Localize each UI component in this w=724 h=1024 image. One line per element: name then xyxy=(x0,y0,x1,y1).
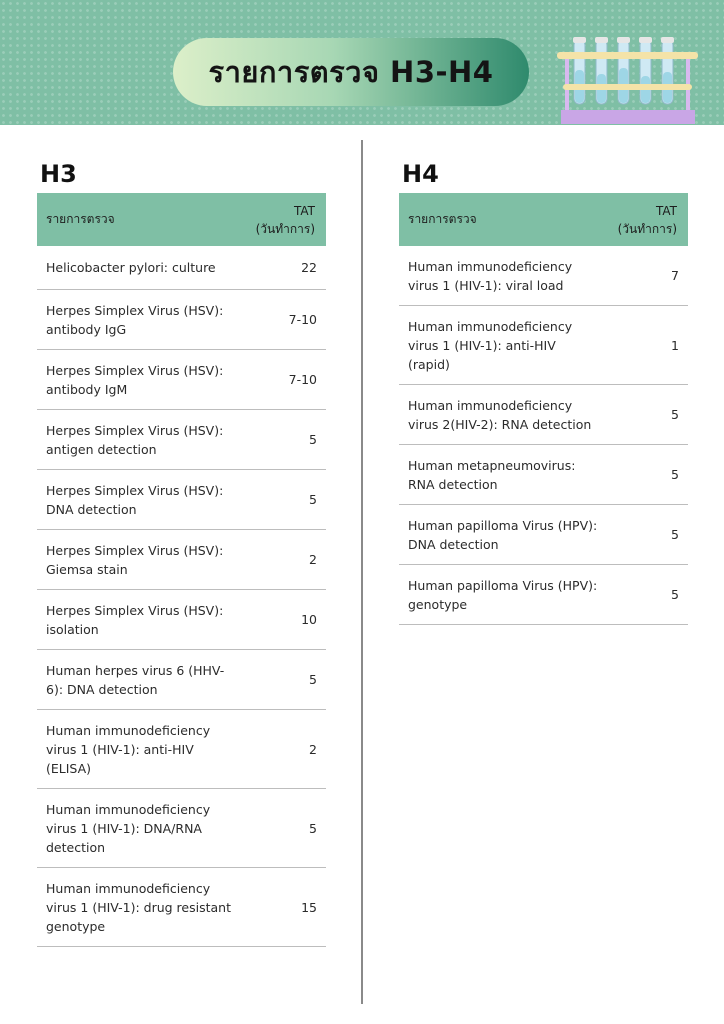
table-row xyxy=(399,445,688,505)
tat-value: 5 xyxy=(671,527,679,542)
table-row xyxy=(37,650,326,710)
test-name: Herpes Simplex Virus (HSV): Giemsa stain xyxy=(46,542,224,577)
tat-value: 5 xyxy=(309,492,317,507)
h4-header-tat-line2: (วันทำการ) xyxy=(617,221,677,236)
table-row xyxy=(399,306,688,385)
table-row xyxy=(37,710,326,789)
tat-value: 7-10 xyxy=(288,372,317,387)
test-name: Human papilloma Virus (HPV): genotype xyxy=(408,577,598,612)
tat-value: 22 xyxy=(301,260,317,275)
h4-section xyxy=(399,155,688,625)
table-row xyxy=(399,385,688,445)
test-tube-rack-icon xyxy=(555,34,700,126)
test-name: Human herpes virus 6 (HHV-6): DNA detection xyxy=(46,662,225,697)
tat-value: 2 xyxy=(309,552,317,567)
h4-header-tat-line1: TAT xyxy=(655,203,677,218)
table-row xyxy=(37,789,326,868)
test-name: Human immunodeficiency virus 1 (HIV-1): DNA/RNA detection xyxy=(46,801,211,855)
tat-value: 5 xyxy=(309,432,317,447)
header-banner xyxy=(0,0,724,125)
table-row xyxy=(37,590,326,650)
table-row xyxy=(37,246,326,290)
test-name: Human immunodeficiency virus 1 (HIV-1): drug resistant genotype xyxy=(46,880,231,934)
table-row xyxy=(399,505,688,565)
test-name: Herpes Simplex Virus (HSV): DNA detection xyxy=(46,482,224,517)
page-title: รายการตรวจ H3-H4 xyxy=(208,55,494,89)
tat-value: 1 xyxy=(671,337,679,353)
h4-header-test: รายการตรวจ xyxy=(408,212,477,226)
h3-header-tat-line1: TAT xyxy=(293,203,315,218)
table-row xyxy=(399,246,688,306)
test-name: Helicobacter pylori: culture xyxy=(46,260,216,275)
test-name: Human immunodeficiency virus 1 (HIV-1): anti-HIV (ELISA) xyxy=(46,722,211,776)
test-name: Human immunodeficiency virus 1 (HIV-1): anti-HIV (rapid) xyxy=(408,318,573,372)
tat-value: 5 xyxy=(309,672,317,687)
table-row xyxy=(37,350,326,410)
test-name: Human immunodeficiency virus 2(HIV-2): RNA detection xyxy=(408,397,592,432)
test-name: Human metapneumovirus: RNA detection xyxy=(408,457,576,492)
h4-title: H4 xyxy=(402,160,439,188)
tat-value: 7 xyxy=(671,268,679,283)
tat-value: 10 xyxy=(301,612,317,627)
table-row xyxy=(37,868,326,947)
test-name: Human immunodeficiency virus 1 (HIV-1): viral load xyxy=(408,258,573,293)
tat-value: 5 xyxy=(671,587,679,602)
tat-value: 5 xyxy=(671,467,679,482)
test-name: Herpes Simplex Virus (HSV): antigen detection xyxy=(46,422,224,457)
table-row xyxy=(37,410,326,470)
test-name: Herpes Simplex Virus (HSV): isolation xyxy=(46,602,224,637)
h3-table-header xyxy=(37,193,326,246)
tat-value: 5 xyxy=(671,407,679,422)
title-pill xyxy=(173,38,529,106)
test-name: Herpes Simplex Virus (HSV): antibody IgG xyxy=(46,302,224,337)
table-row xyxy=(37,290,326,350)
table-row xyxy=(37,470,326,530)
table-row xyxy=(37,530,326,590)
h4-header-tat xyxy=(618,202,677,238)
test-name: Human papilloma Virus (HPV): DNA detection xyxy=(408,517,598,552)
h3-title: H3 xyxy=(40,160,77,188)
table-row xyxy=(399,565,688,625)
tat-value: 2 xyxy=(309,741,317,757)
h3-header-tat-line2: (วันทำการ) xyxy=(255,221,315,236)
h4-table-header xyxy=(399,193,688,246)
tat-value: 15 xyxy=(301,899,317,915)
column-divider xyxy=(361,140,363,1004)
h3-header-tat xyxy=(256,202,315,238)
h3-header-test: รายการตรวจ xyxy=(46,212,115,226)
h3-section xyxy=(37,155,326,947)
test-name: Herpes Simplex Virus (HSV): antibody IgM xyxy=(46,362,224,397)
tat-value: 7-10 xyxy=(288,312,317,327)
tat-value: 5 xyxy=(309,820,317,836)
